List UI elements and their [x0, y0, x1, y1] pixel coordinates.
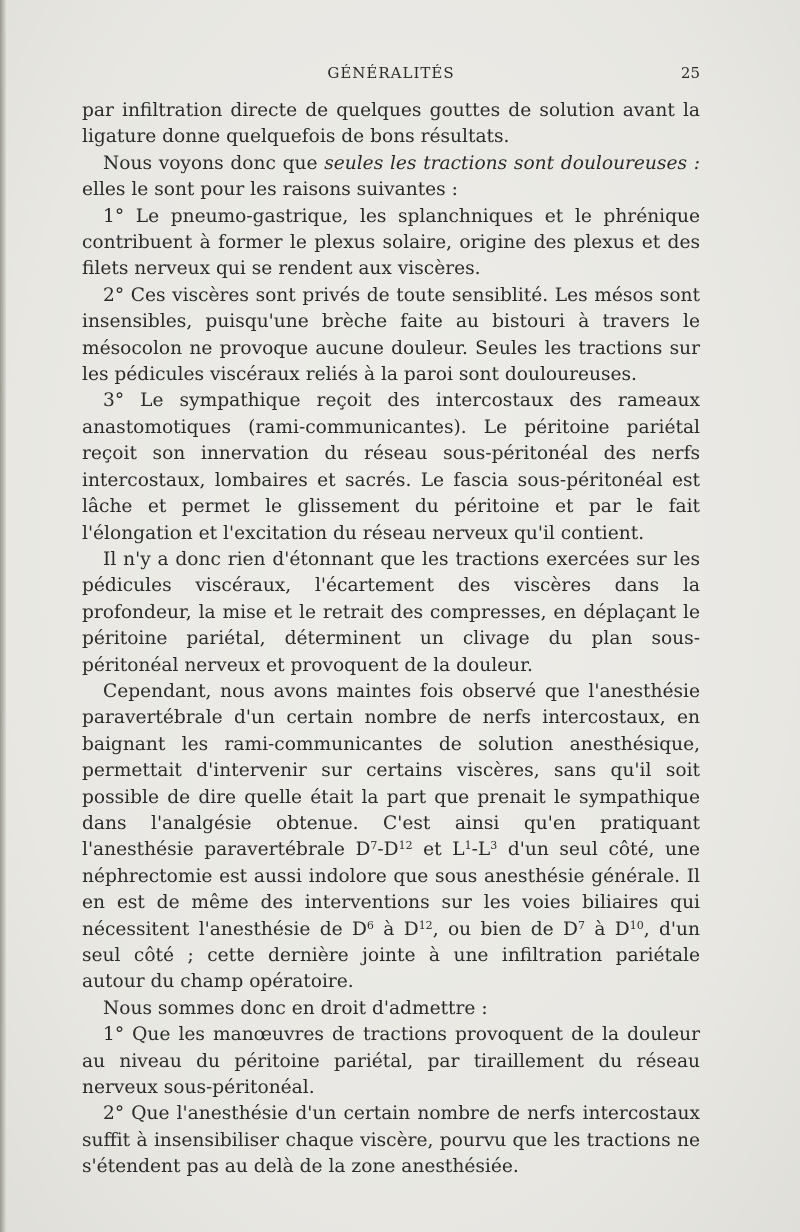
- paragraph-4: 2° Ces viscères sont privés de toute sensiblité. Les mésos sont insensibles, puisqu'une brèche faite au bistouri à travers le mésocolon ne provoque aucune douleur. Seules les tractions sur les pédicules viscéraux reliés à la paroi sont douloureuses.: [82, 284, 700, 386]
- paragraph-1: par infiltration directe de quelques gouttes de solution avant la ligature donne quelquefois de bons résultats.: [82, 100, 700, 148]
- emphasis-text: seules les tractions sont douloureuses :: [324, 152, 700, 174]
- paragraph-7: [82, 679, 700, 996]
- paragraph-7-part-f: à D: [584, 918, 630, 940]
- superscript: 12: [398, 839, 413, 853]
- dash-segment: -L: [471, 839, 491, 861]
- paragraph-7-part-e: , ou bien de D: [432, 918, 578, 940]
- superscript: 7: [577, 918, 585, 932]
- paragraph-7-part-b: et L: [412, 839, 465, 861]
- paragraph-10: 2° Que l'anesthésie d'un certain nombre de nerfs intercostaux suffit à insensibiliser chaque viscère, pourvu que les tractions ne s'étendent pas au delà de la zone anesthésiée.: [82, 1103, 700, 1178]
- superscript: 6: [366, 918, 374, 932]
- page-number: 25: [680, 64, 700, 82]
- paragraph-3: 1° Le pneumo-gastrique, les splanchniques et le phrénique contribuent à former le plexus solaire, origine des plexus et des filets nerveux qui se rendent aux viscères.: [82, 205, 700, 280]
- superscript: 12: [418, 918, 433, 932]
- running-header: [82, 64, 700, 88]
- paragraph-8: Nous sommes donc en droit d'admettre :: [103, 997, 488, 1019]
- paragraph-5: 3° Le sympathique reçoit des intercostaux des rameaux anastomotiques (rami-communicantes). Le péritoine pariétal reçoit son innervation du réseau sous-péritonéal des nerfs intercostaux, lombaires et sacrés. Le fascia sous-péritonéal est lâche et permet le glissement du péritoine et par le fait l'élongation et l'excitation du réseau nerveux qu'il contient.: [82, 390, 700, 544]
- paragraph-6: Il n'y a donc rien d'étonnant que les tractions exercées sur les pédicules viscéraux, l'écartement des viscères dans la profondeur, la mise et le retrait des compresses, en déplaçant le péritoine pariétal, déterminent un clivage du plan sous-péritonéal nerveux et provoquent de la douleur.: [82, 548, 700, 676]
- superscript: 1: [464, 839, 472, 853]
- paragraph-9: 1° Que les manœuvres de tractions provoquent de la douleur au niveau du péritoine pariétal, par tiraillement du réseau nerveux sous-péritonéal.: [82, 1024, 700, 1099]
- running-title: GÉNÉRALITÉS: [327, 64, 455, 82]
- dash-segment: -D: [377, 839, 399, 861]
- paragraph-7-part-g: , d'un seul côté ; cette dernière jointe à une infiltration pariétale autour du champ opératoire.: [82, 918, 700, 993]
- paragraph-7-part-d: à D: [373, 918, 419, 940]
- paragraph-2-start: Nous voyons donc que: [103, 152, 325, 174]
- paragraph-2: [82, 151, 700, 204]
- superscript: 10: [629, 918, 644, 932]
- paragraph-7-part-c: d'un seul côté, une néphrectomie est aussi indolore que sous anesthésie générale. Il en est de même des interventions sur les voies biliaires qui nécessitent l'anesthésie de D: [82, 839, 700, 940]
- body-text: [82, 98, 700, 1181]
- superscript: 3: [490, 839, 498, 853]
- paragraph-2-end: elles le sont pour les raisons suivantes :: [82, 179, 458, 201]
- superscript: 7: [370, 839, 378, 853]
- paragraph-7-part-a: Cependant, nous avons maintes fois observé que l'anesthésie paravertébrale d'un certain nombre de nerfs intercostaux, en baignant les rami-communicantes de solution anesthésique, permettait d'intervenir sur certains viscères, sans qu'il soit possible de dire quelle était la part que prenait le sympathique dans l'analgésie obtenue. C'est ainsi qu'en pratiquant l'anesthésie paravertébrale D: [82, 680, 700, 861]
- page-edge: [0, 0, 6, 1232]
